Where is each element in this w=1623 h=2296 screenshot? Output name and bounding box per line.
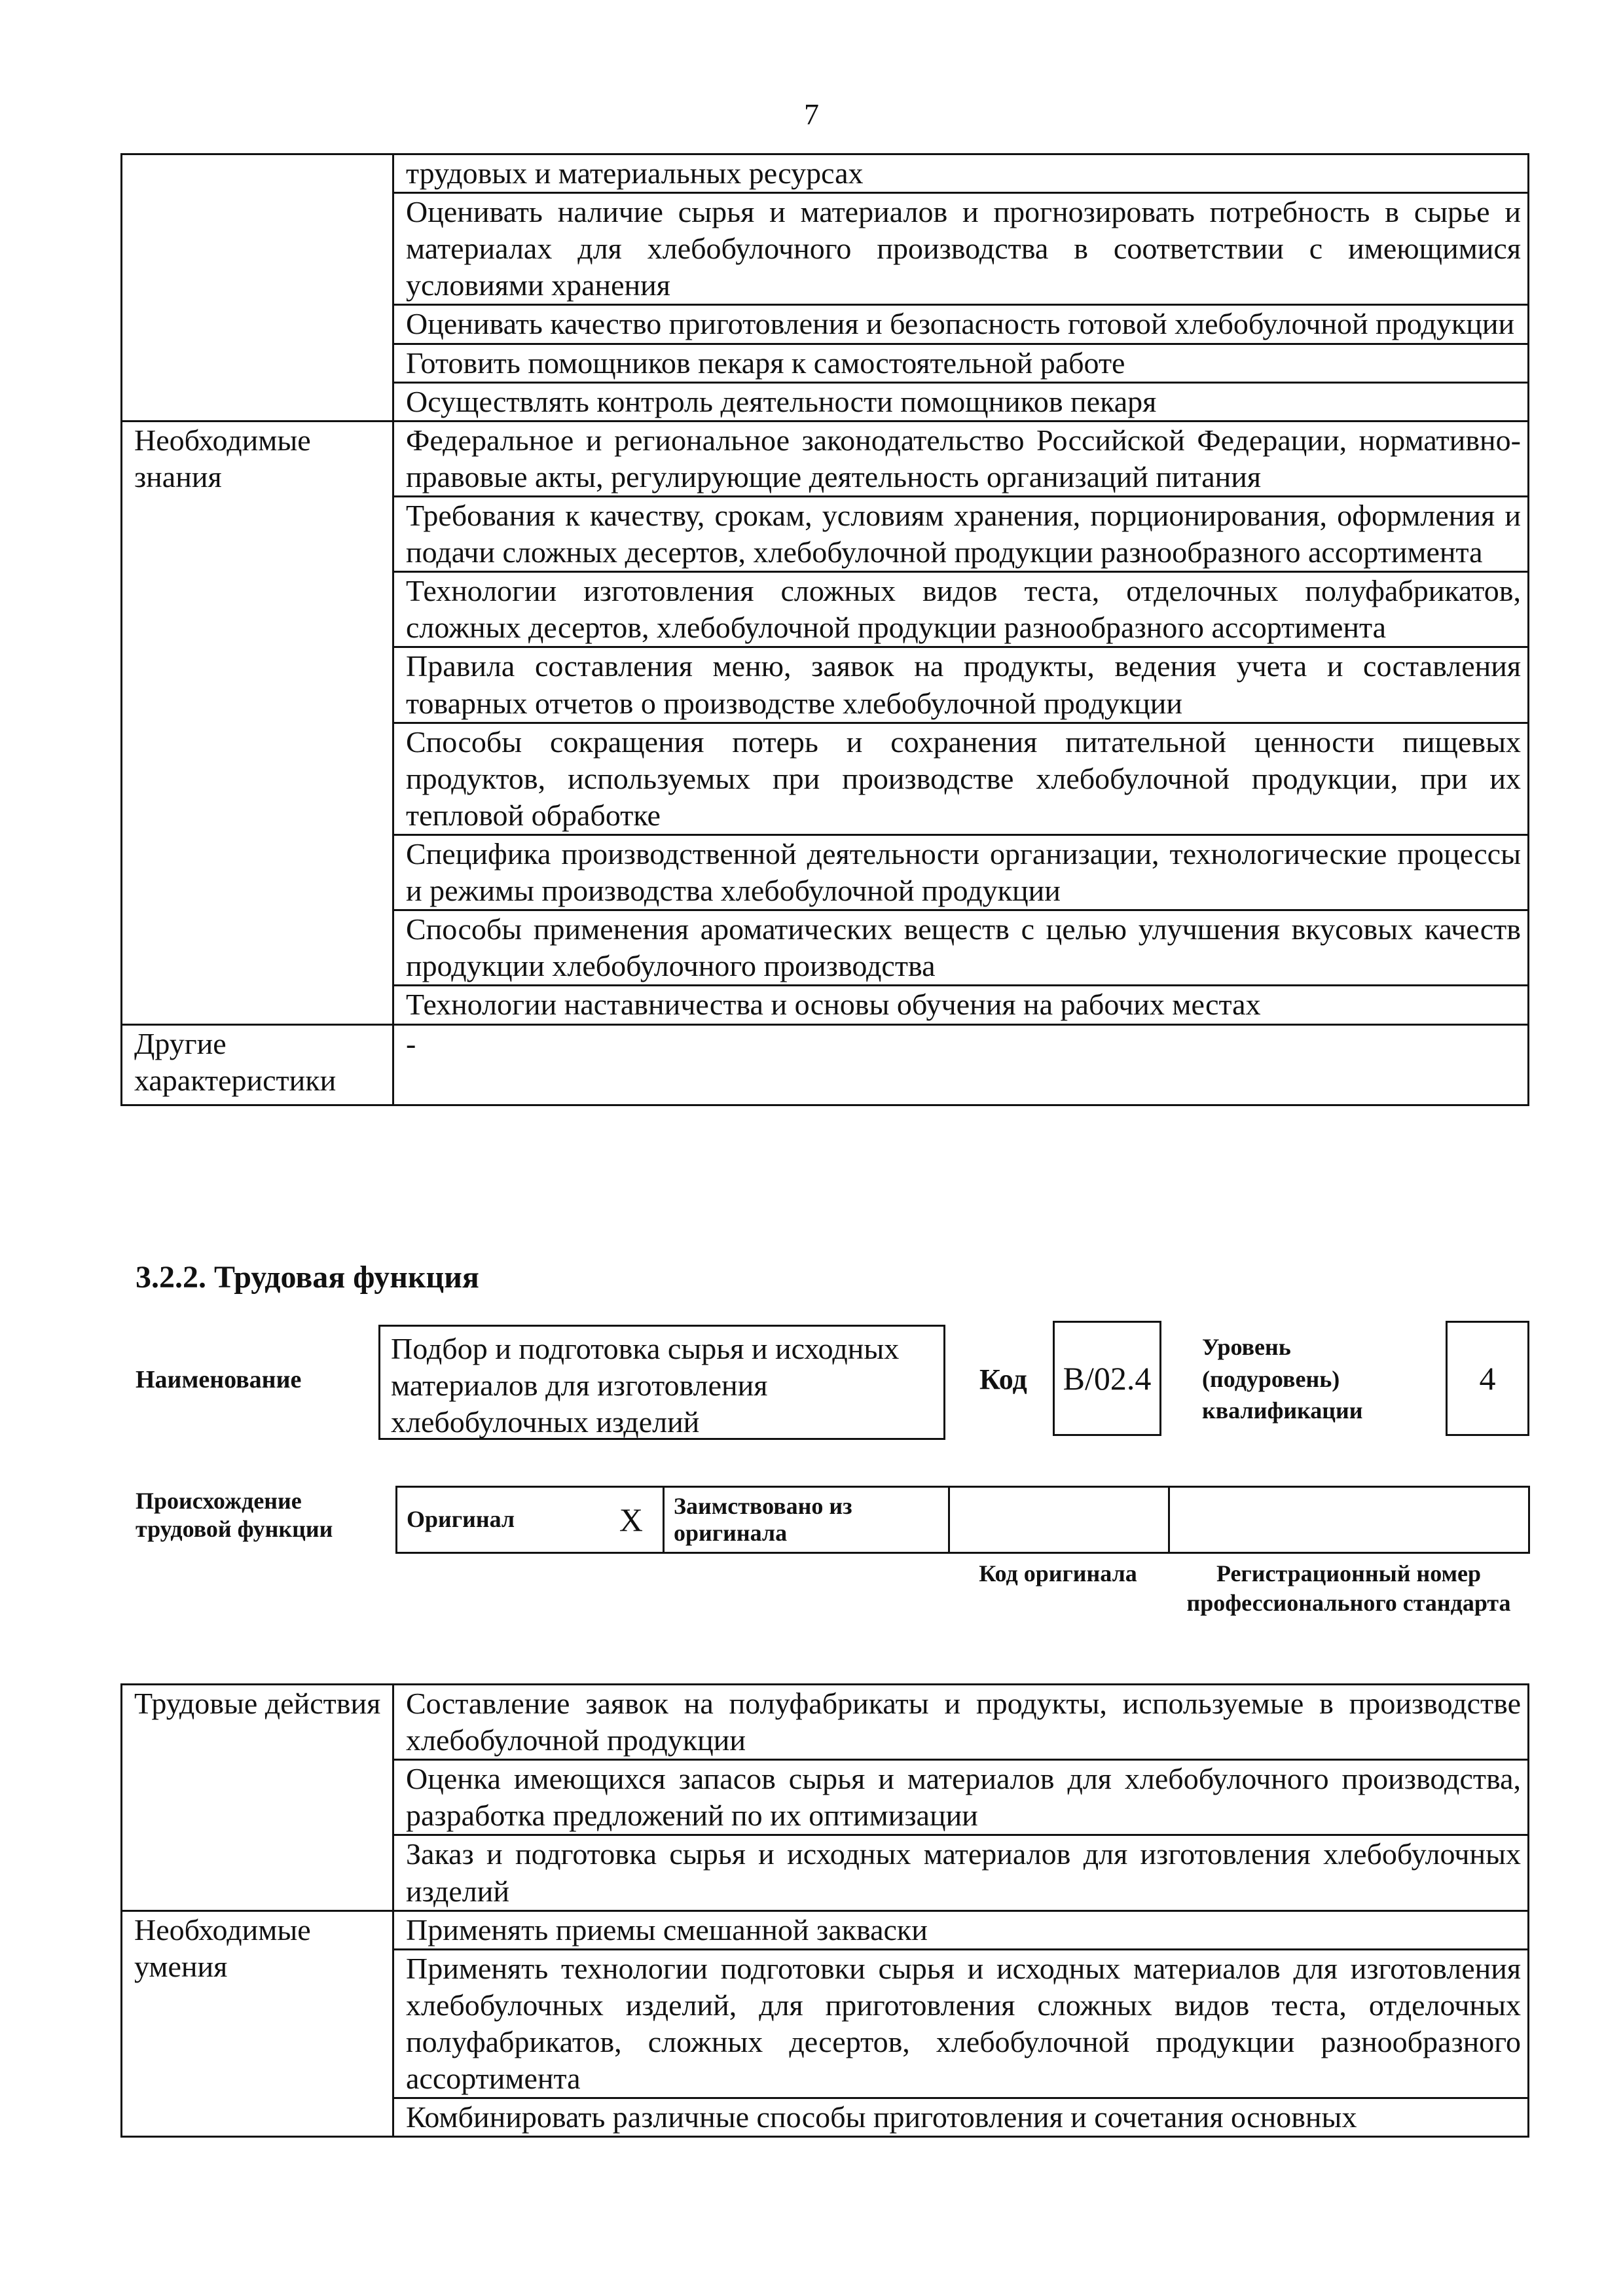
table-row (122, 1024, 1529, 1105)
origin-code-caption: Код оригинала (979, 1560, 1137, 1587)
origin-reg-caption: Регистрационный номер профессионального стандарта (1186, 1560, 1511, 1616)
row-item: - (393, 1024, 1529, 1105)
origin-reg-cell (1169, 1487, 1529, 1553)
row-item: Заказ и подготовка сырья и исходных материалов для изготовления хлебобулочных изделий (393, 1835, 1529, 1910)
row-item: Оценивать наличие сырья и материалов и прогнозировать потребность в сырье и материалах для хлебобулочного производства в соответствии с имеющимися условиями хранения (393, 193, 1529, 305)
name-value: Подбор и подготовка сырья и исходных материалов для изготовления хлебобулочных изделий (391, 1332, 900, 1439)
table-row (122, 154, 1529, 193)
row-item: Способы применения ароматических веществ с целью улучшения вкусовых качеств продукции хлебобулочного производства (393, 910, 1529, 986)
row-item: Федеральное и региональное законодательство Российской Федерации, нормативно-правовые акты, регулирующие деятельность организаций питания (393, 421, 1529, 496)
code-label: Код (979, 1363, 1027, 1395)
table-actions (120, 1683, 1529, 2138)
name-label: Наименование (136, 1366, 302, 1393)
code-value: B/02.4 (1063, 1360, 1152, 1397)
row-item: Применять приемы смешанной закваски (393, 1910, 1529, 1949)
row-label: Трудовые действия (122, 1685, 393, 1911)
origin-borrowed: Заимствовано из оригинала (674, 1492, 852, 1546)
origin-original: Оригинал (407, 1506, 515, 1533)
name-box (378, 1325, 945, 1440)
row-item: Готовить помощников пекаря к самостоятельной работе (393, 344, 1529, 382)
row-item: Комбинировать различные способы приготовления и сочетания основных (393, 2098, 1529, 2137)
row-label: Необходимые умения (122, 1910, 393, 2137)
code-box (1053, 1321, 1161, 1436)
row-label (122, 154, 393, 422)
origin-mark: X (619, 1501, 643, 1538)
row-item: Технологии изготовления сложных видов теста, отделочных полуфабрикатов, сложных десертов, хлебобулочной продукции разнообразного ассортимента (393, 572, 1529, 647)
section-heading: 3.2.2. Трудовая функция (136, 1260, 479, 1295)
row-item: Составление заявок на полуфабрикаты и продукты, используемые в производстве хлебобулочной продукции (393, 1685, 1529, 1760)
row-item: Осуществлять контроль деятельности помощников пекаря (393, 382, 1529, 421)
row-item: Технологии наставничества и основы обучения на рабочих местах (393, 986, 1529, 1024)
row-item: Правила составления меню, заявок на продукты, ведения учета и составления товарных отчетов о производстве хлебобулочной продукции (393, 647, 1529, 723)
row-label: Необходимые знания (122, 421, 393, 1024)
origin-table (395, 1486, 1530, 1554)
origin-original-cell (397, 1487, 664, 1553)
row-item: Требования к качеству, срокам, условиям хранения, порционирования, оформления и подачи сложных десертов, хлебобулочной продукции разнообразного ассортимента (393, 496, 1529, 571)
page-number: 7 (804, 98, 819, 131)
table-row (122, 421, 1529, 496)
origin-code-cell (949, 1487, 1169, 1553)
row-item: Способы сокращения потерь и сохранения питательной ценности пищевых продуктов, используемых при производстве хлебобулочной продукции, при их тепловой обработке (393, 723, 1529, 834)
row-item: Специфика производственной деятельности организации, технологические процессы и режимы производства хлебобулочной продукции (393, 834, 1529, 910)
table-row (122, 1910, 1529, 1949)
row-label: Другие характеристики (122, 1024, 393, 1105)
row-item: Оценивать качество приготовления и безопасность готовой хлебобулочной продукции (393, 305, 1529, 344)
row-item: трудовых и материальных ресурсах (393, 154, 1529, 193)
origin-label: Происхождение трудовой функции (136, 1488, 333, 1543)
table-continued (120, 153, 1529, 1106)
row-item: Применять технологии подготовки сырья и исходных материалов для изготовления хлебобулочных изделий, для приготовления сложных видов теста, отделочных полуфабрикатов, сложных десертов, хлебобулочной продукции разнообразного ассортимента (393, 1949, 1529, 2098)
level-value: 4 (1479, 1360, 1496, 1397)
origin-borrowed-cell (664, 1487, 949, 1553)
level-box (1446, 1321, 1529, 1436)
level-label: Уровень (подуровень) квалификации (1202, 1334, 1363, 1424)
row-item: Оценка имеющихся запасов сырья и материалов для хлебобулочного производства, разработка предложений по их оптимизации (393, 1760, 1529, 1835)
table-row (122, 1685, 1529, 1760)
